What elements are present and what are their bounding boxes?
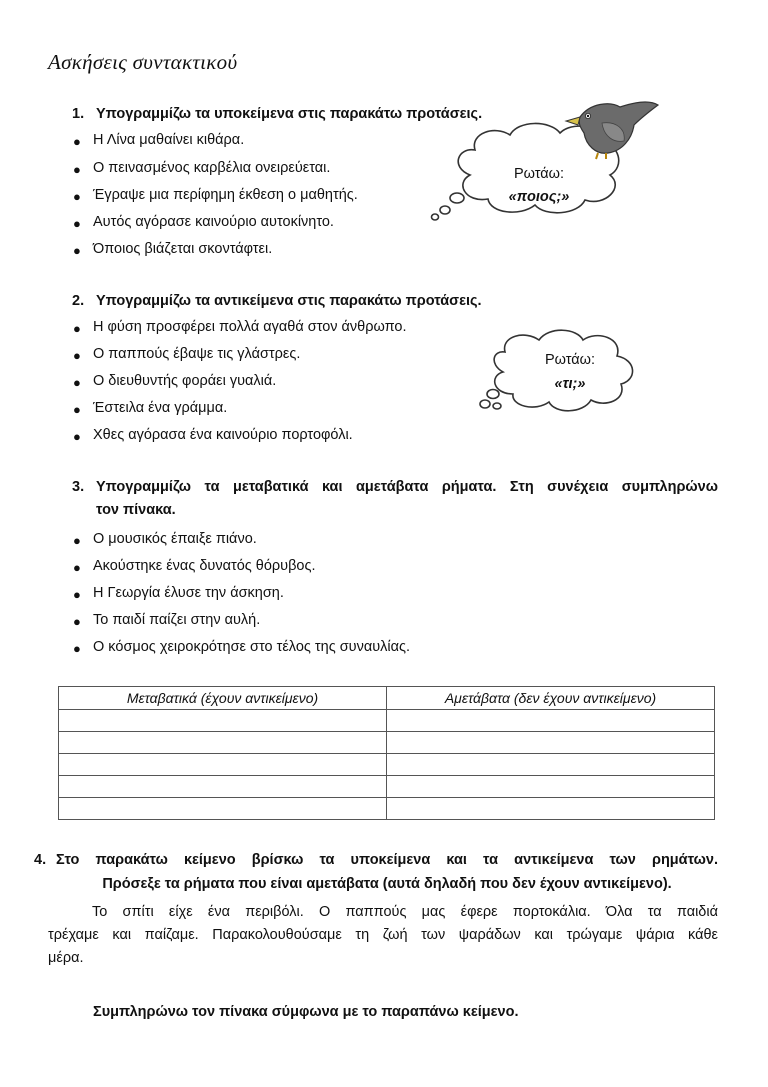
table-cell[interactable] [59, 776, 387, 798]
table-row [59, 732, 715, 754]
bullet-icon: ● [73, 348, 81, 363]
exercise-4-heading [34, 852, 718, 892]
table-cell[interactable] [59, 710, 387, 732]
page-title: Ασκήσεις συντακτικού [48, 50, 238, 74]
table-cell[interactable] [387, 776, 715, 798]
exercise-4-text-line-3: μέρα. [48, 950, 84, 966]
exercise-4-text [48, 904, 718, 966]
table-cell[interactable] [59, 732, 387, 754]
exercise-3-heading-line-1: Υπογραμμίζω τα μεταβατικά και αμετάβατα ρήματα. Στη συνέχεια συμπληρώνω [96, 479, 718, 495]
table-row [59, 754, 715, 776]
table-row [59, 798, 715, 820]
bullet-icon: ● [73, 216, 81, 231]
bullet-icon: ● [73, 321, 81, 336]
exercise-4-instruction: Συμπληρώνω τον πίνακα σύμφωνα με το παραπάνω κείμενο. [93, 1004, 519, 1020]
verbs-table [58, 686, 715, 820]
table-cell[interactable] [387, 798, 715, 820]
list-item: Ο μουσικός έπαιξε πιάνο. [93, 531, 257, 547]
exercise-2-heading [72, 293, 482, 309]
exercise-4-text-line-2: τρέχαμε και παίζαμε. Παρακολουθούσαμε τη ζωή των ψαράδων και τρώγαμε ψάρια κάθε [48, 927, 718, 943]
exercise-1-heading-text: Υπογραμμίζω τα υποκείμενα στις παρακάτω προτάσεις. [96, 106, 483, 122]
list-item: Η Γεωργία έλυσε την άσκηση. [93, 585, 284, 601]
list-item: Η φύση προσφέρει πολλά αγαθά στον άνθρωπο. [93, 319, 407, 335]
exercise-4-text-line-1: Το σπίτι είχε ένα περιβόλι. Ο παππούς μας έφερε πορτοκάλια. Όλα τα παιδιά [92, 904, 718, 920]
exercise-3-heading-line-2: τον πίνακα. [96, 502, 176, 518]
table-cell[interactable] [387, 732, 715, 754]
bullet-icon: ● [73, 189, 81, 204]
exercise-4-heading-line-1: Στο παρακάτω κείμενο βρίσκω τα υποκείμενα και τα αντικείμενα των ρημάτων. [56, 852, 718, 868]
bullet-icon: ● [73, 162, 81, 177]
table-cell[interactable] [59, 798, 387, 820]
bullet-icon: ● [73, 429, 81, 444]
list-item: Όποιος βιάζεται σκοντάφτει. [93, 241, 273, 257]
list-item: Έστειλα ένα γράμμα. [93, 400, 228, 416]
table-cell[interactable] [59, 754, 387, 776]
cloud-1-line-2: «ποιος;» [508, 189, 570, 205]
exercise-3-number: 3. [72, 479, 85, 495]
bullet-icon: ● [73, 614, 81, 629]
list-item: Ο παππούς έβαψε τις γλάστρες. [93, 346, 301, 362]
list-item: Ακούστηκε ένας δυνατός θόρυβος. [93, 558, 316, 574]
table-cell[interactable] [387, 754, 715, 776]
table-header-transitive: Μεταβατικά (έχουν αντικείμενο) [59, 687, 387, 710]
bullet-icon: ● [73, 533, 81, 548]
list-item: Έγραψε μια περίφημη έκθεση ο μαθητής. [93, 187, 358, 203]
bullet-icon: ● [73, 560, 81, 575]
thought-cloud-2 [465, 322, 645, 417]
thought-cloud-1 [420, 95, 670, 235]
exercise-4-heading-line-2: Πρόσεξε τα ρήματα που είναι αμετάβατα (αυτά δηλαδή που δεν έχουν αντικείμενο). [102, 876, 672, 892]
cloud-1-line-1: Ρωτάω: [513, 166, 565, 182]
exercise-2-number: 2. [72, 293, 85, 309]
bullet-icon: ● [73, 375, 81, 390]
list-item: Η Λίνα μαθαίνει κιθάρα. [93, 132, 245, 148]
list-item: Ο διευθυντής φοράει γυαλιά. [93, 373, 277, 389]
cloud-2-line-1: Ρωτάω: [544, 352, 596, 368]
list-item: Το παιδί παίζει στην αυλή. [93, 612, 261, 628]
list-item: Ο πεινασμένος καρβέλια ονειρεύεται. [93, 160, 331, 176]
list-item: Χθες αγόρασα ένα καινούριο πορτοφόλι. [93, 427, 353, 443]
bullet-icon: ● [73, 641, 81, 656]
exercise-4-number: 4. [34, 852, 47, 868]
bullet-icon: ● [73, 243, 81, 258]
list-item: Αυτός αγόρασε καινούριο αυτοκίνητο. [93, 214, 334, 230]
exercise-3-heading [72, 479, 718, 518]
exercise-2-heading-text: Υπογραμμίζω τα αντικείμενα στις παρακάτω προτάσεις. [96, 293, 482, 309]
bullet-icon: ● [73, 402, 81, 417]
table-cell[interactable] [387, 710, 715, 732]
table-row [59, 710, 715, 732]
table-row [59, 776, 715, 798]
bullet-icon: ● [73, 587, 81, 602]
table-header-intransitive: Αμετάβατα (δεν έχουν αντικείμενο) [387, 687, 715, 710]
cloud-2-line-2: «τι;» [554, 376, 586, 392]
list-item: Ο κόσμος χειροκρότησε στο τέλος της συναυλίας. [93, 639, 411, 655]
exercise-1-number: 1. [72, 106, 85, 122]
bullet-icon: ● [73, 134, 81, 149]
